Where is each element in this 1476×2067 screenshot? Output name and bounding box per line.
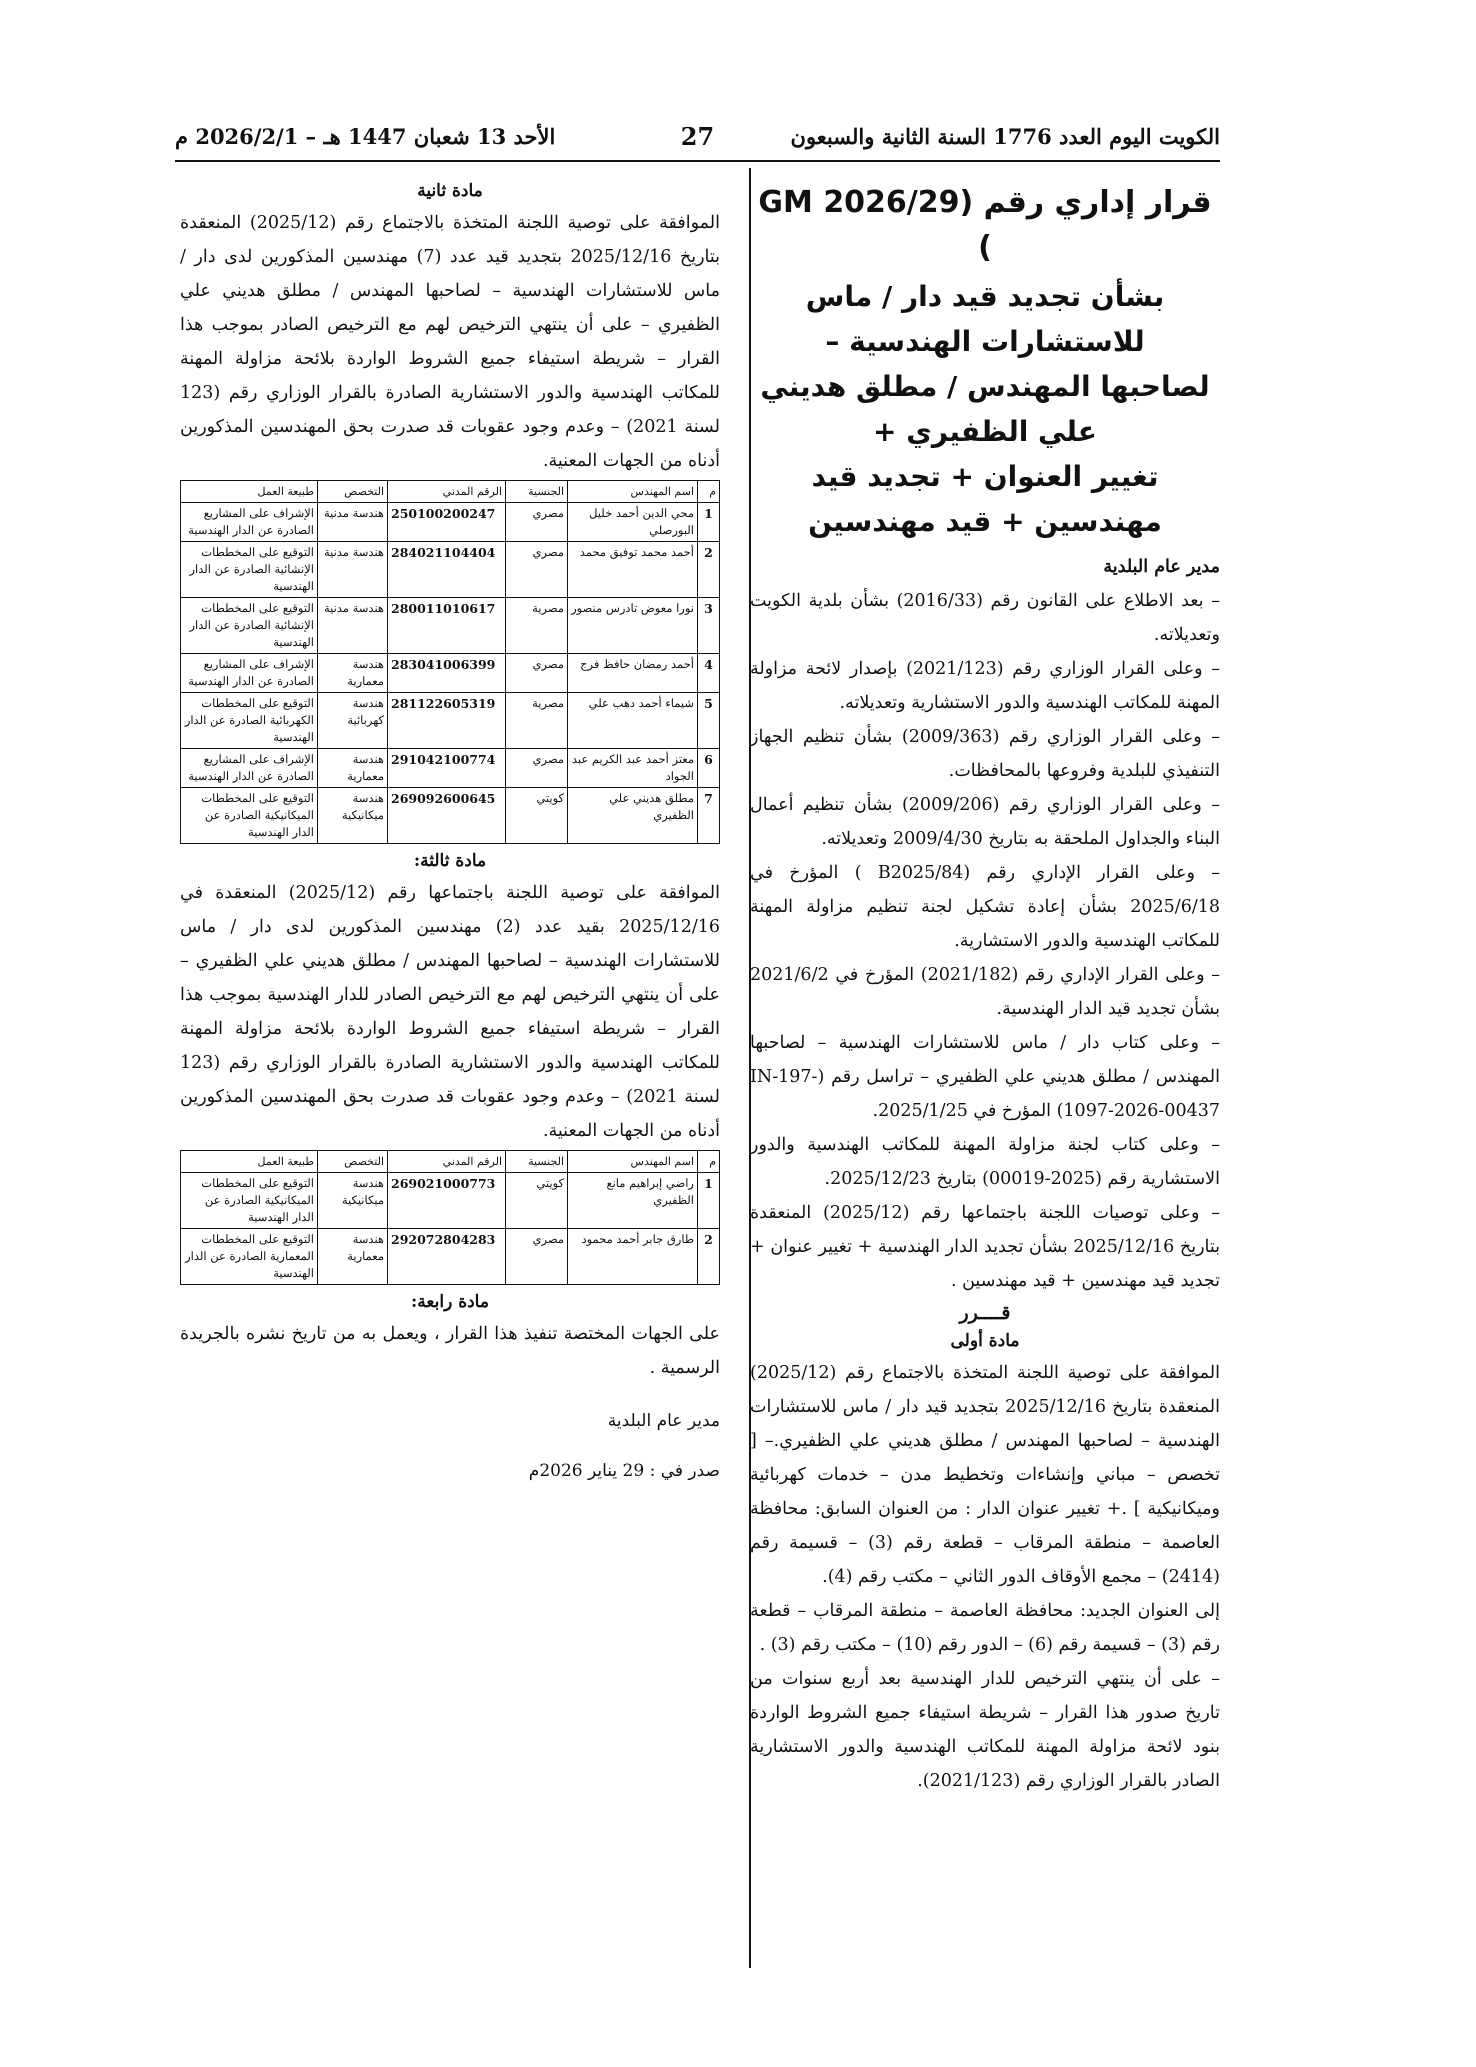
header-page-number: 27 xyxy=(680,122,715,151)
column-header: م xyxy=(698,1151,720,1173)
engineers-table-renewal xyxy=(180,480,720,844)
civil-id: 292072804283 xyxy=(388,1229,506,1285)
nationality: مصري xyxy=(506,542,568,598)
engineer-name: طارق جابر أحمد محمود xyxy=(568,1229,698,1285)
civil-id: 269021000773 xyxy=(388,1173,506,1229)
engineers-table-registration xyxy=(180,1150,720,1285)
decision-subject-line: لصاحبها المهندس / مطلق هديني علي الظفيري + xyxy=(760,370,1210,448)
table-row xyxy=(181,542,720,598)
civil-id: 269092600645 xyxy=(388,788,506,844)
preamble-clause: – وعلى القرار الوزاري رقم (2009/206) بشأن تنظيم أعمال البناء والجداول الملحقة به بتاريخ 2009/4/30 وتعديلاته. xyxy=(750,795,1220,849)
preamble-clause: – وعلى كتاب دار / ماس للاستشارات الهندسية – لصاحبها المهندس / مطلق هديني علي الظفيري – تراسل رقم (IN-197-1097-2026-00437) المؤرخ في 2025/1/25. xyxy=(750,1033,1220,1121)
specialization: هندسة كهربائية xyxy=(318,693,388,749)
engineer-name: أحمد رمضان حافظ فرج xyxy=(568,654,698,693)
nationality: مصرية xyxy=(506,693,568,749)
table-row xyxy=(181,503,720,542)
row-number: 2 xyxy=(698,542,720,598)
specialization: هندسة مدنية xyxy=(318,598,388,654)
header-date: الأحد 13 شعبان 1447 هـ – 2026/2/1 م xyxy=(175,124,556,149)
table-row xyxy=(181,1229,720,1285)
column-header: الجنسية xyxy=(506,1151,568,1173)
header-issue-info: الكويت اليوم العدد 1776 السنة الثانية والسبعون xyxy=(790,124,1220,149)
article-1-text: إلى العنوان الجديد: محافظة العاصمة – منطقة المرقاب – قطعة رقم (3) – قسيمة رقم (6) – الدور رقم (10) – مكتب رقم (3) . xyxy=(750,1601,1220,1655)
article-1-title: مادة أولى xyxy=(950,1331,1020,1351)
preamble-clause: – وعلى القرار الإداري رقم (B2025/84 ) المؤرخ في 2025/6/18 بشأن إعادة تشكيل لجنة تنظيم مزاولة المهنة للمكاتب الهندسية والدور الاستشارية. xyxy=(750,863,1220,951)
specialization: هندسة ميكانيكية xyxy=(318,788,388,844)
civil-id: 250100200247 xyxy=(388,503,506,542)
civil-id: 284021104404 xyxy=(388,542,506,598)
nationality: كويتي xyxy=(506,1173,568,1229)
nationality: مصرية xyxy=(506,598,568,654)
engineer-name: معتز أحمد عبد الكريم عبد الجواد xyxy=(568,749,698,788)
preamble-clause: – بعد الاطلاع على القانون رقم (2016/33) بشأن بلدية الكويت وتعديلاته. xyxy=(750,591,1220,645)
nationality: مصري xyxy=(506,654,568,693)
specialization: هندسة معمارية xyxy=(318,654,388,693)
table-header-row xyxy=(181,1151,720,1173)
work-nature: الإشراف على المشاريع الصادرة عن الدار الهندسية xyxy=(181,654,318,693)
specialization: هندسة معمارية xyxy=(318,1229,388,1285)
engineer-name: أحمد محمد توفيق محمد xyxy=(568,542,698,598)
row-number: 7 xyxy=(698,788,720,844)
work-nature: التوقيع على المخططات الميكانيكية الصادرة عن الدار الهندسية xyxy=(181,788,318,844)
row-number: 2 xyxy=(698,1229,720,1285)
decision-subject-line: بشأن تجديد قيد دار / ماس للاستشارات الهندسية – xyxy=(805,280,1165,358)
table-row xyxy=(181,693,720,749)
table-header-row xyxy=(181,481,720,503)
preamble-clause: – وعلى القرار الوزاري رقم (2021/123) بإصدار لائحة مزاولة المهنة للمكاتب الهندسية والدور الاستشارية وتعديلاته. xyxy=(750,659,1220,713)
work-nature: التوقيع على المخططات الإنشائية الصادرة عن الدار الهندسية xyxy=(181,542,318,598)
preamble-clause: – وعلى كتاب لجنة مزاولة المهنة للمكاتب الهندسية والدور الاستشارية رقم (2025-00019) بتاريخ 2025/12/23. xyxy=(750,1135,1220,1189)
table-row xyxy=(181,598,720,654)
row-number: 6 xyxy=(698,749,720,788)
article-4-text: على الجهات المختصة تنفيذ هذا القرار ، ويعمل به من تاريخ نشره بالجريدة الرسمية . xyxy=(180,1324,720,1378)
work-nature: التوقيع على المخططات الميكانيكية الصادرة عن الدار الهندسية xyxy=(181,1173,318,1229)
page-header xyxy=(175,120,1220,162)
row-number: 5 xyxy=(698,693,720,749)
article-3-text: الموافقة على توصية اللجنة باجتماعها رقم (2025/12) المنعقدة في 2025/12/16 بقيد عدد (2) مهندسين المذكورين لدى دار / ماس للاستشارات الهندسية – لصاحبها المهندس / مطلق هديني علي الظفيري – على أن ينتهي الترخيص لهم مع الترخيص الصادر للدار الهندسية بموجب هذا القرار – شريطة استيفاء جميع الشروط الواردة بلائحة مزاولة المهنة للمكاتب الهندسية والدور الاستشارية الصادرة بالقرار الوزاري رقم (123 لسنة 2021) – وعدم وجود عقوبات قد صدرت بحق المهندسين المذكورين أدناه من الجهات المعنية. xyxy=(180,883,720,1141)
nationality: مصري xyxy=(506,1229,568,1285)
work-nature: الإشراف على المشاريع الصادرة عن الدار الهندسية xyxy=(181,503,318,542)
row-number: 1 xyxy=(698,503,720,542)
engineer-name: شيماء أحمد دهب علي xyxy=(568,693,698,749)
work-nature: التوقيع على المخططات الكهربائية الصادرة عن الدار الهندسية xyxy=(181,693,318,749)
decision-title xyxy=(750,180,1220,544)
article-1-text: – على أن ينتهي الترخيص للدار الهندسية بعد أربع سنوات من تاريخ صدور هذا القرار – شريطة استيفاء جميع الشروط الواردة بنود لائحة مزاولة المهنة للمكاتب الهندسية والدور الاستشارية الصادر بالقرار الوزاري رقم (2021/123). xyxy=(750,1669,1220,1791)
signature-title: مدير عام البلدية xyxy=(607,1411,720,1431)
table-row xyxy=(181,1173,720,1229)
civil-id: 280011010617 xyxy=(388,598,506,654)
work-nature: التوقيع على المخططات المعمارية الصادرة عن الدار الهندسية xyxy=(181,1229,318,1285)
specialization: هندسة معمارية xyxy=(318,749,388,788)
column-header: الرقم المدني xyxy=(388,481,506,503)
work-nature: التوقيع على المخططات الإنشائية الصادرة عن الدار الهندسية xyxy=(181,598,318,654)
article-2-text: الموافقة على توصية اللجنة المتخذة بالاجتماع رقم (2025/12) المنعقدة بتاريخ 2025/12/16 بتجديد قيد عدد (7) مهندسين المذكورين لدى دار / ماس للاستشارات الهندسية – لصاحبها المهندس / مطلق هديني علي الظفيري – على أن ينتهي الترخيص لهم مع الترخيص الصادر بموجب هذا القرار – شريطة استيفاء جميع الشروط الواردة بلائحة مزاولة المهنة للمكاتب الهندسية والدور الاستشارية الصادرة بالقرار الوزاري رقم (123 لسنة 2021) – وعدم وجود عقوبات قد صدرت بحق المهندسين المذكورين أدناه من الجهات المعنية. xyxy=(180,213,720,471)
decision-subject-line: تغيير العنوان + تجديد قيد مهندسين + قيد مهندسين xyxy=(808,460,1162,538)
decided-heading: قــــرر xyxy=(959,1302,1011,1324)
row-number: 3 xyxy=(698,598,720,654)
row-number: 4 xyxy=(698,654,720,693)
article-1-text: الموافقة على توصية اللجنة المتخذة بالاجتماع رقم (2025/12) المنعقدة بتاريخ 2025/12/16 بتجديد قيد دار / ماس للاستشارات الهندسية – لصاحبها المهندس / مطلق هديني علي الظفيري.– [ تخصص – مباني وإنشاءات وتخطيط مدن – خدمات كهربائية وميكانيكية ] .+ تغيير عنوان الدار : من العنوان السابق: محافظة العاصمة – منطقة المرقاب – قطعة رقم (3) – قسيمة رقم (2414) – مجمع الأوقاف الدور الثاني – مكتب رقم (4). xyxy=(750,1363,1220,1587)
engineer-name: راضي إبراهيم مانع الظفيري xyxy=(568,1173,698,1229)
column-header: طبيعة العمل xyxy=(181,1151,318,1173)
table-row xyxy=(181,788,720,844)
work-nature: الإشراف على المشاريع الصادرة عن الدار الهندسية xyxy=(181,749,318,788)
civil-id: 291042100774 xyxy=(388,749,506,788)
nationality: مصري xyxy=(506,749,568,788)
engineer-name: نورا معوض تادرس منصور xyxy=(568,598,698,654)
civil-id: 281122605319 xyxy=(388,693,506,749)
preamble-clause: – وعلى القرار الإداري رقم (2021/182) المؤرخ في 2021/6/2 بشأن تجديد قيد الدار الهندسية. xyxy=(750,965,1220,1019)
engineer-name: مطلق هديني علي الظفيري xyxy=(568,788,698,844)
table-row xyxy=(181,654,720,693)
civil-id: 283041006399 xyxy=(388,654,506,693)
column-header: اسم المهندس xyxy=(568,481,698,503)
column-header: الجنسية xyxy=(506,481,568,503)
specialization: هندسة مدنية xyxy=(318,503,388,542)
column-header: التخصص xyxy=(318,1151,388,1173)
issue-date: صدر في : 29 يناير 2026م xyxy=(528,1461,720,1481)
column-header: م xyxy=(698,481,720,503)
column-header: طبيعة العمل xyxy=(181,481,318,503)
column-header: الرقم المدني xyxy=(388,1151,506,1173)
left-column xyxy=(180,176,720,1481)
nationality: مصري xyxy=(506,503,568,542)
decision-number: قرار إداري رقم (GM 2026/29 ) xyxy=(758,185,1212,265)
article-3-title: مادة ثالثة: xyxy=(413,851,487,871)
specialization: هندسة مدنية xyxy=(318,542,388,598)
article-2-title: مادة ثانية xyxy=(417,181,483,201)
column-header: التخصص xyxy=(318,481,388,503)
row-number: 1 xyxy=(698,1173,720,1229)
table-row xyxy=(181,749,720,788)
nationality: كويتي xyxy=(506,788,568,844)
engineer-name: محي الدين أحمد خليل البورصلي xyxy=(568,503,698,542)
preamble-clause: – وعلى القرار الوزاري رقم (2009/363) بشأن تنظيم الجهاز التنفيذي للبلدية وفروعها بالمحافظات. xyxy=(750,727,1220,781)
article-4-title: مادة رابعة: xyxy=(411,1292,489,1312)
preamble-clause: – وعلى توصيات اللجنة باجتماعها رقم (2025/12) المنعقدة بتاريخ 2025/12/16 بشأن تجديد الدار الهندسية + تغيير عنوان + تجديد قيد مهندسين + قيد مهندسين . xyxy=(750,1203,1221,1291)
right-column xyxy=(750,176,1220,1798)
column-header: اسم المهندس xyxy=(568,1151,698,1173)
issuer-heading: مدير عام البلدية xyxy=(1103,557,1220,577)
specialization: هندسة ميكانيكية xyxy=(318,1173,388,1229)
